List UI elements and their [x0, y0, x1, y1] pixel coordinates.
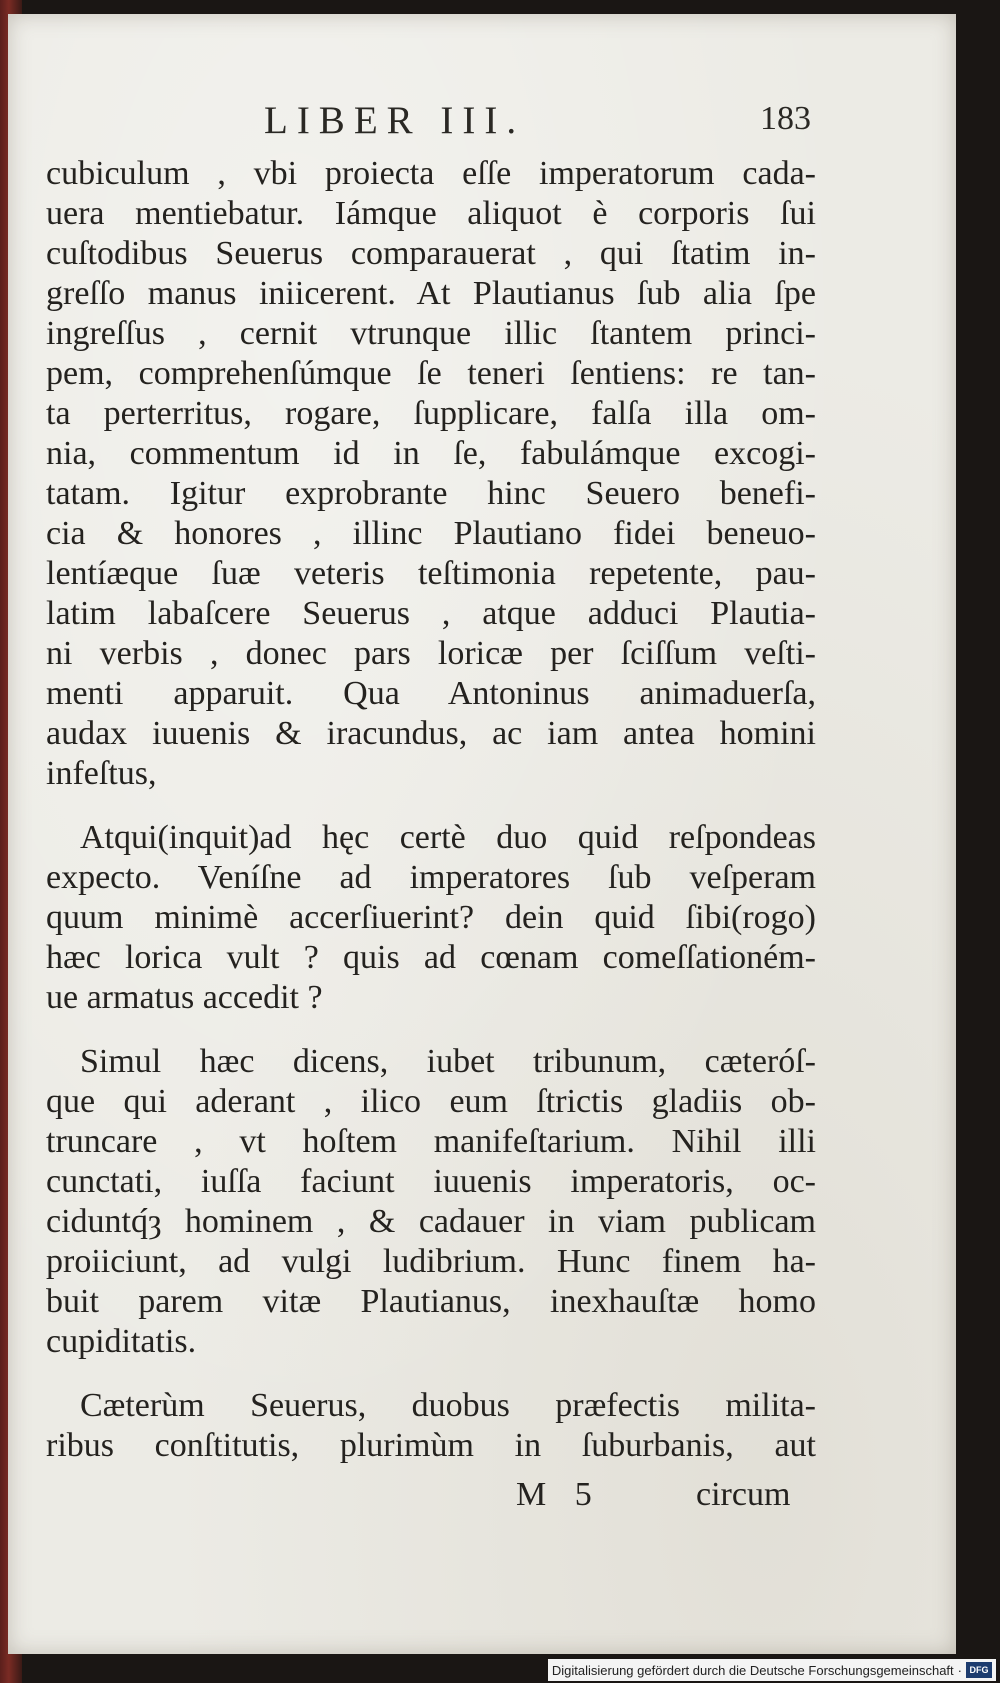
text-line: lentíæque ſuæ veteris teſtimonia repetente, pau-: [46, 555, 816, 592]
running-title: LIBER III.: [264, 99, 526, 142]
credit-separator: ·: [957, 1662, 962, 1678]
text-line: ingreſſus , cernit vtrunque illic ſtantem princi-: [46, 315, 816, 352]
text-line: menti apparuit. Qua Antoninus animaduerſa,: [46, 675, 816, 712]
text-line: nia, commentum id in ſe, fabulámque excogi-: [46, 435, 816, 472]
text-line: Atqui(inquit)ad hęc certè duo quid reſpondeas: [80, 819, 816, 856]
text-line: greſſo manus iniicerent. At Plautianus ſub alia ſpe: [46, 275, 816, 312]
text-line: cubiculum , vbi proiecta eſſe imperatorum cada-: [46, 155, 816, 192]
text-line: buit parem vitæ Plautianus, inexhauſtæ homo: [46, 1283, 816, 1320]
text-line: truncare , vt hoſtem manifeſtarium. Nihil illi: [46, 1123, 816, 1160]
paragraph-gap: [46, 794, 816, 818]
body-text: [46, 154, 816, 1466]
text-line: cupiditatis.: [46, 1323, 197, 1360]
dfg-logo-icon: DFG: [966, 1662, 992, 1678]
catchword: circum: [696, 1476, 791, 1513]
page-number: 183: [760, 100, 811, 137]
paragraph-gap: [46, 1018, 816, 1042]
paragraph-1: [46, 154, 816, 794]
paragraph-2: [46, 818, 816, 1018]
text-line: uera mentiebatur. Iámque aliquot è corporis ſui: [46, 195, 816, 232]
text-line: quum minimè accerſiuerint? dein quid ſibi(rogo): [46, 899, 816, 936]
page-footer: [8, 1476, 956, 1524]
credit-text: Digitalisierung gefördert durch die Deutsche Forschungsgemeinschaft: [551, 1662, 954, 1678]
text-line: latim labaſcere Seuerus , atque adduci Plautia-: [46, 595, 816, 632]
paragraph-3: [46, 1042, 816, 1362]
text-line: pem, comprehenſúmque ſe teneri ſentiens: re tan-: [46, 355, 816, 392]
text-line: ciduntq́ȝ hominem , & cadauer in viam publicam: [46, 1203, 816, 1240]
text-line: infeſtus,: [46, 755, 157, 792]
digitization-credit: [548, 1659, 996, 1681]
text-line: proiiciunt, ad vulgi ludibrium. Hunc finem ha-: [46, 1243, 816, 1280]
text-line: expecto. Veníſne ad imperatores ſub veſperam: [46, 859, 816, 896]
text-line: cuſtodibus Seuerus comparauerat , qui ſtatim in-: [46, 235, 816, 272]
text-line: tatam. Igitur exprobrante hinc Seuero benefi-: [46, 475, 816, 512]
text-line: cunctati, iuſſa faciunt iuuenis imperatoris, oc-: [46, 1163, 816, 1200]
signature-mark: M 5: [516, 1476, 602, 1513]
text-line: cia & honores , illinc Plautiano fidei beneuo-: [46, 515, 816, 552]
page-header: [8, 98, 956, 146]
text-line: ue armatus accedit ?: [46, 979, 323, 1016]
text-line: ta perterritus, rogare, ſupplicare, falſa illa om-: [46, 395, 816, 432]
text-line: que qui aderant , ilico eum ſtrictis gladiis ob-: [46, 1083, 816, 1120]
text-line: hæc lorica vult ? quis ad cœnam comeſſationém-: [46, 939, 816, 976]
text-line: ribus conſtitutis, plurimùm in ſuburbanis, aut: [46, 1427, 816, 1464]
book-page: [8, 14, 956, 1654]
paragraph-gap: [46, 1362, 816, 1386]
text-line: audax iuuenis & iracundus, ac iam antea homini: [46, 715, 816, 752]
text-line: Simul hæc dicens, iubet tribunum, cæteróſ-: [80, 1043, 816, 1080]
paragraph-4: [46, 1386, 816, 1466]
text-line: Cæterùm Seuerus, duobus præfectis militа-: [80, 1387, 816, 1424]
text-line: ni verbis , donec pars loricæ per ſciſſum veſti-: [46, 635, 816, 672]
